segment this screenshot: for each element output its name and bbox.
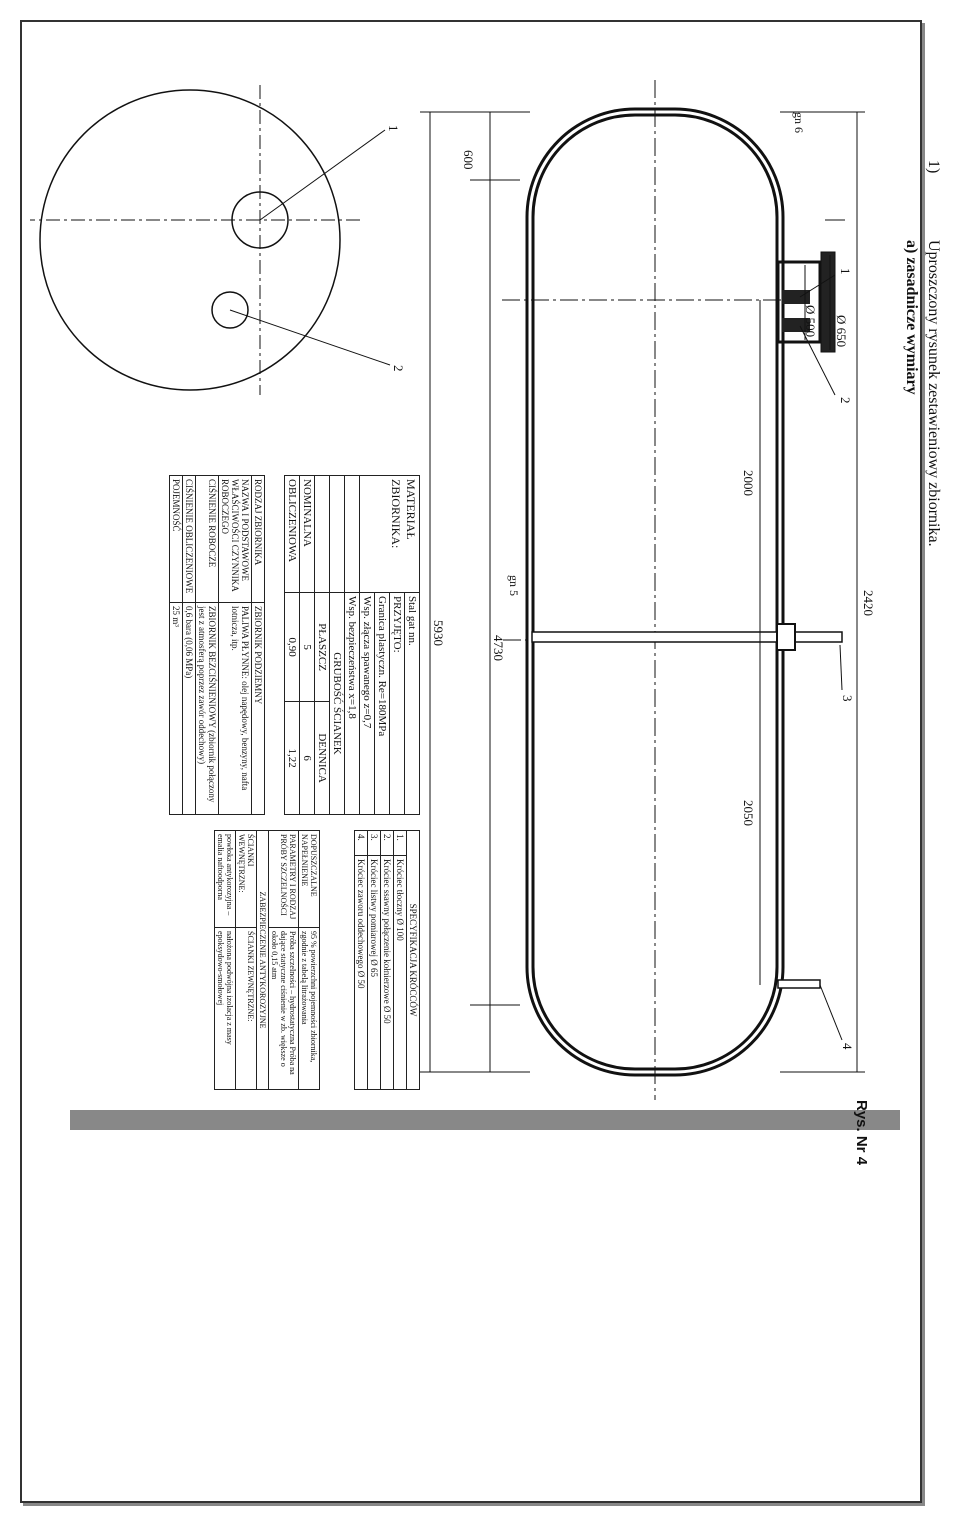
spec-item-no: 2. — [381, 831, 394, 856]
plan-view-circle — [40, 90, 340, 390]
fill-label: DOPUSZCZALNE NAPEŁNIENIE — [299, 831, 320, 928]
callout-3: 3 — [840, 695, 855, 702]
spec-table-2 — [214, 830, 320, 1090]
info-pressure-value: ZBIORNIK BEZCIŚNIENIOWY (zbiornik połączony jest z atmosferą poprzez zawór oddechowy) — [196, 603, 219, 815]
spec-item-no: 1. — [394, 831, 407, 856]
plan-callout-1: 1 — [386, 125, 401, 132]
dim-2050: 2050 — [741, 800, 756, 826]
dim-500: Ø 500 — [803, 305, 818, 338]
inner-value: powłoka antykorozyjna – emalia naftoodporna — [215, 831, 236, 928]
col-head: DENNICA — [315, 702, 330, 815]
dim-600: 600 — [461, 150, 476, 170]
info-type-value: ZBIORNIK PODZIEMNY — [252, 603, 265, 815]
spec-item-no: 4. — [355, 831, 368, 856]
spec-header: SPECYFIKACJA KRÓCCÓW — [407, 831, 420, 1090]
col-shell: PŁASZCZ — [315, 593, 330, 702]
outer-value: nałożona podwójna izolacja z masy epoksydowo-smołowej — [215, 928, 236, 1090]
spec-item-no: 3. — [368, 831, 381, 856]
info-medium-label: NAZWA I PODSTAWOWE WŁAŚCIWOŚCI CZYNNIKA ROBOCZEGO — [219, 476, 252, 603]
dim-650: Ø 650 — [834, 315, 849, 348]
spec-table — [354, 830, 420, 1090]
dim-5930: 5930 — [431, 620, 446, 646]
info-calc-pressure-label: CIŚNIENIE OBLICZENIOWE — [183, 476, 196, 603]
info-pressure-label: CIŚNIENIE ROBOCZE — [196, 476, 219, 603]
plan-callout-1-leader — [260, 130, 385, 220]
nozzle-3-socket — [777, 624, 795, 650]
test-label: PARAMETRY I RODZAJ PRÓBY SZCZELNOŚCI — [269, 831, 299, 928]
nozzle-4-pipe — [778, 980, 820, 988]
figure-caption: Rys. Nr 4 — [853, 1100, 870, 1166]
dim-gn5: gn 5 — [507, 575, 521, 596]
info-capacity-value: 25 m³ — [170, 603, 183, 815]
callout-4-leader — [820, 985, 842, 1040]
material-steel: Stal gat nn. — [405, 593, 420, 815]
nominal-shell: 5 — [300, 593, 315, 702]
info-capacity-label: POJEMNOŚĆ — [170, 476, 183, 603]
thickness-header: GRUBOŚĆ ŚCIANEK — [330, 593, 345, 815]
title-main: Uproszczony rysunek zestawieniowy zbiornika. — [925, 240, 942, 547]
calc-shell: 0,90 — [285, 593, 300, 702]
callout-1: 1 — [838, 268, 853, 275]
material-weld: Wsp. złącza spawanego z=0,7 — [360, 593, 375, 815]
material-safety: Wsp. bezpieczeństwa x=1,8 — [345, 593, 360, 815]
plan-callout-2: 2 — [391, 365, 406, 372]
plan-callout-2-leader — [230, 310, 390, 365]
row-nominal: NOMINALNA — [300, 476, 315, 593]
dim-2000: 2000 — [741, 470, 756, 496]
info-medium-value: PALIWA PŁYNNE: olej napędowy, benzyny, nafta lotnicza, itp. — [219, 603, 252, 815]
material-accepted: PRZYJĘTO: — [390, 593, 405, 815]
dim-4730: 4730 — [491, 635, 506, 661]
spec-item-text: Króciec tłoczny Ø 100 — [394, 856, 407, 1090]
corrosion-header: ZABEZPIECZENIE ANTYKOROZYJNE — [257, 831, 269, 1090]
calc-head: 1,22 — [285, 702, 300, 815]
tank-info-table — [169, 475, 265, 815]
callout-4: 4 — [840, 1043, 855, 1050]
material-yield: Granica plastyczn. Re=180MPa — [375, 593, 390, 815]
inner-label: ŚCIANKI WEWNĘTRZNE: — [236, 831, 257, 928]
spec-item-text: Króciec zaworu oddechowego Ø 50 — [355, 856, 368, 1090]
outer-label: ŚCIANKI ZEWNĘTRZNE: — [236, 928, 257, 1090]
info-type-label: RODZAJ ZBIORNIKA — [252, 476, 265, 603]
test-value: Próba szczelności – hydrostatyczna Próba na dające statyczne ciśnienie w zb. większe o około 0,15 atm — [269, 928, 299, 1090]
nominal-head: 6 — [300, 702, 315, 815]
dim-gn6: gn 6 — [792, 112, 806, 133]
nozzle-1-pipe — [782, 290, 810, 304]
callout-2: 2 — [838, 397, 853, 404]
info-calc-pressure-value: 0,6 bara (0,06 MPa) — [183, 603, 196, 815]
row-calc: OBLICZENIOWA — [285, 476, 300, 593]
scan-noise-band — [70, 1110, 900, 1130]
title-number: 1) — [925, 160, 942, 174]
fill-value: 95 % powierzchni pojemności zbiornika, zgodnie z tabelą litrażowania — [299, 928, 320, 1090]
spec-item-text: Króciec ssawny połączenie kołnierzowe Ø 50 — [381, 856, 394, 1090]
title-sub: a) zasadnicze wymiary — [903, 240, 920, 395]
dim-2420: 2420 — [861, 590, 876, 616]
callout-3-leader — [840, 645, 842, 690]
material-label: MATERIAŁ ZBIORNIKA: — [360, 476, 420, 593]
material-table — [284, 475, 420, 815]
spec-item-text: Króciec listwy pomiarowej Ø 65 — [368, 856, 381, 1090]
